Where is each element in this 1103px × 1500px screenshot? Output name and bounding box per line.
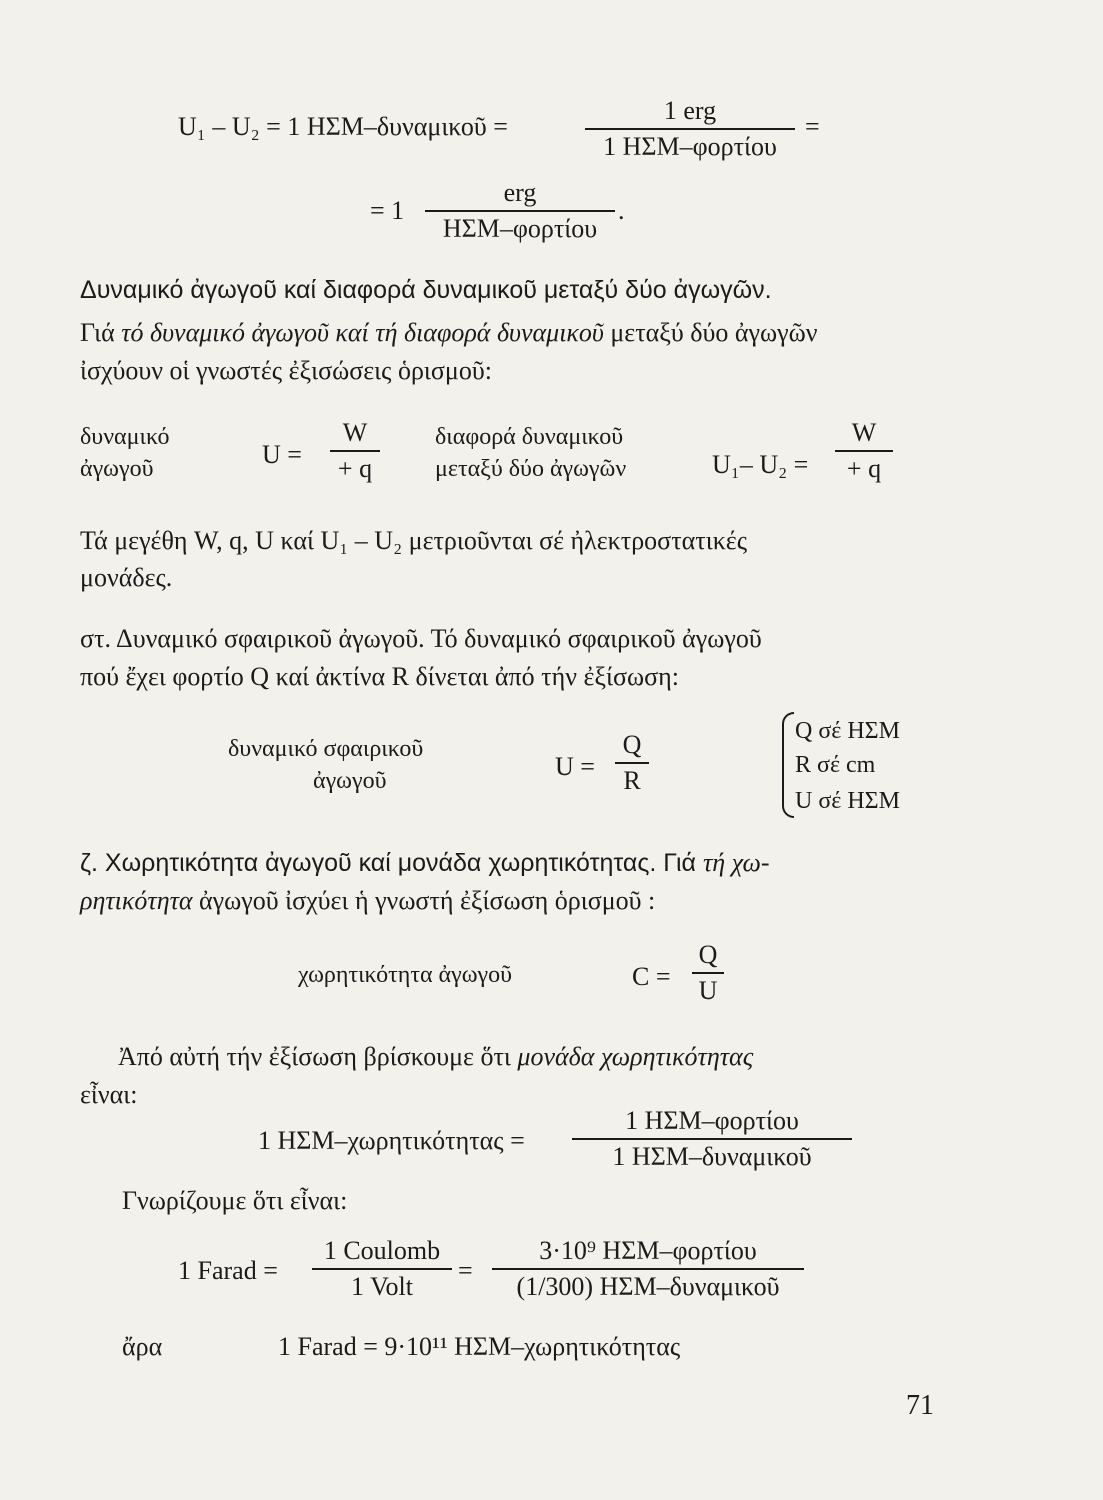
text-span: ζ. Χωρητικότητα ἀγωγοῦ καί μονάδα χωρητικότητας. Γιά bbox=[80, 849, 703, 877]
eq3-fraction bbox=[330, 418, 380, 484]
eq3-denominator: + q bbox=[337, 454, 373, 483]
eq1-rhs: = bbox=[805, 112, 820, 141]
eq2-numerator: erg bbox=[503, 178, 537, 207]
eq4-fraction bbox=[615, 730, 649, 796]
eq4-label2: ἀγωγοῦ bbox=[313, 768, 387, 794]
eq2-end: . bbox=[618, 196, 625, 225]
section-capacitance-line2 bbox=[80, 886, 655, 916]
eq4-denominator: R bbox=[623, 766, 641, 795]
eq4-cond3: U σέ ΗΣΜ bbox=[795, 788, 900, 814]
eq7-denominator1: 1 Volt bbox=[351, 1272, 413, 1301]
text-span: μεταξύ δύο ἀγωγῶν bbox=[603, 318, 818, 347]
section-sphere-line2: πού ἔχει φορτίο Q καί ἀκτίνα R δίνεται ἀπό τήν ἐξίσωση: bbox=[80, 662, 679, 691]
eq2-denominator: ΗΣΜ–φορτίου bbox=[442, 214, 598, 243]
eq3-label1: δυναμικό bbox=[80, 424, 170, 450]
eq6-fraction bbox=[572, 1106, 852, 1172]
eq5-numerator: Q bbox=[698, 940, 718, 969]
para-units-line1: Τά μεγέθη W, q, U καί U₁ – U₂ μετριοῦνται σέ ἠλεκτροστατικές bbox=[80, 526, 748, 555]
eq7-numerator1: 1 Coulomb bbox=[323, 1236, 441, 1265]
eq7-denominator2: (1/300) ΗΣΜ–δυναμικοῦ bbox=[516, 1272, 780, 1301]
italic-span: τή χω- bbox=[702, 848, 770, 877]
eq4-label1: δυναμικό σφαιρικοῦ bbox=[228, 736, 424, 762]
eq7-fraction2 bbox=[492, 1236, 804, 1302]
section-potential-line2 bbox=[80, 318, 817, 348]
eq3-denominator2: + q bbox=[846, 454, 882, 483]
eq3-numerator2: W bbox=[851, 418, 877, 447]
eq4-cond2: R σέ cm bbox=[795, 752, 876, 778]
eq3-lhs: U = bbox=[262, 440, 302, 469]
eq5-lhs: C = bbox=[632, 962, 671, 991]
eq3-label4: μεταξύ δύο ἀγωγῶν bbox=[435, 456, 627, 482]
eq5-label: χωρητικότητα ἀγωγοῦ bbox=[298, 962, 512, 988]
eq7-numerator2: 3·10⁹ ΗΣΜ–φορτίου bbox=[539, 1236, 757, 1265]
text-span: ἀγωγοῦ ἰσχύει ἡ γνωστή ἐξίσωση ὁρισμοῦ : bbox=[192, 886, 656, 915]
eq8-text: 1 Farad = 9·10¹¹ ΗΣΜ–χωρητικότητας bbox=[278, 1332, 681, 1361]
page-number: 71 bbox=[906, 1390, 934, 1421]
italic-span: μονάδα χωρητικότητας bbox=[517, 1042, 754, 1071]
section-heading-potential: Δυναμικό ἀγωγοῦ καί διαφορά δυναμικοῦ μεταξύ δύο ἀγωγῶν. bbox=[80, 276, 772, 304]
eq3-numerator: W bbox=[342, 418, 368, 447]
eq3-fraction2 bbox=[835, 418, 893, 484]
eq7-lhs: 1 Farad = bbox=[178, 1256, 278, 1285]
eq8-ara: ἄρα bbox=[122, 1332, 163, 1361]
section-potential-line3: ἰσχύουν οἱ γνωστές ἐξισώσεις ὁρισμοῦ: bbox=[80, 356, 492, 385]
section-sphere-line1: στ. Δυναμικό σφαιρικοῦ ἀγωγοῦ. Τό δυναμικό σφαιρικοῦ ἀγωγοῦ bbox=[80, 624, 762, 653]
text-span: Γιά bbox=[80, 318, 122, 347]
eq6-numerator: 1 ΗΣΜ–φορτίου bbox=[625, 1106, 799, 1135]
eq7-fraction1 bbox=[312, 1236, 452, 1302]
eq6-lhs: 1 ΗΣΜ–χωρητικότητας = bbox=[258, 1126, 525, 1155]
eq2-lhs: = 1 bbox=[370, 196, 405, 225]
eq1-fraction bbox=[585, 96, 795, 162]
eq5-denominator: U bbox=[698, 976, 718, 1005]
eq1-lhs: U₁ – U₂ = 1 ΗΣΜ–δυναμικοῦ = bbox=[178, 112, 508, 141]
eq3-lhs2: U₁– U₂ = bbox=[712, 450, 809, 479]
eq1-numerator: 1 erg bbox=[663, 96, 717, 125]
para-unit-line1 bbox=[118, 1042, 753, 1072]
text-span: Ἀπό αὐτή τήν ἐξίσωση βρίσκουμε ὅτι bbox=[118, 1042, 518, 1071]
eq4-brace bbox=[782, 712, 794, 818]
eq4-cond1: Q σέ ΗΣΜ bbox=[795, 718, 900, 744]
italic-span: τό δυναμικό ἀγωγοῦ καί τή διαφορά δυναμικοῦ bbox=[121, 318, 604, 347]
eq3-label2: ἀγωγοῦ bbox=[80, 456, 154, 482]
eq2-fraction bbox=[425, 178, 615, 244]
eq6-denominator: 1 ΗΣΜ–δυναμικοῦ bbox=[612, 1142, 812, 1171]
eq7-equals: = bbox=[458, 1256, 473, 1285]
para-units-line2: μονάδες. bbox=[80, 563, 173, 592]
section-capacitance-line1 bbox=[80, 848, 770, 878]
eq3-label3: διαφορά δυναμικοῦ bbox=[435, 424, 624, 450]
eq4-lhs: U = bbox=[555, 752, 595, 781]
para-unit-line2: εἶναι: bbox=[80, 1080, 138, 1109]
known-line: Γνωρίζουμε ὅτι εἶναι: bbox=[122, 1186, 348, 1215]
eq1-denominator: 1 ΗΣΜ–φορτίου bbox=[603, 132, 777, 161]
eq5-fraction bbox=[692, 940, 724, 1006]
eq4-numerator: Q bbox=[622, 730, 642, 759]
italic-span: ρητικότητα bbox=[80, 886, 193, 915]
